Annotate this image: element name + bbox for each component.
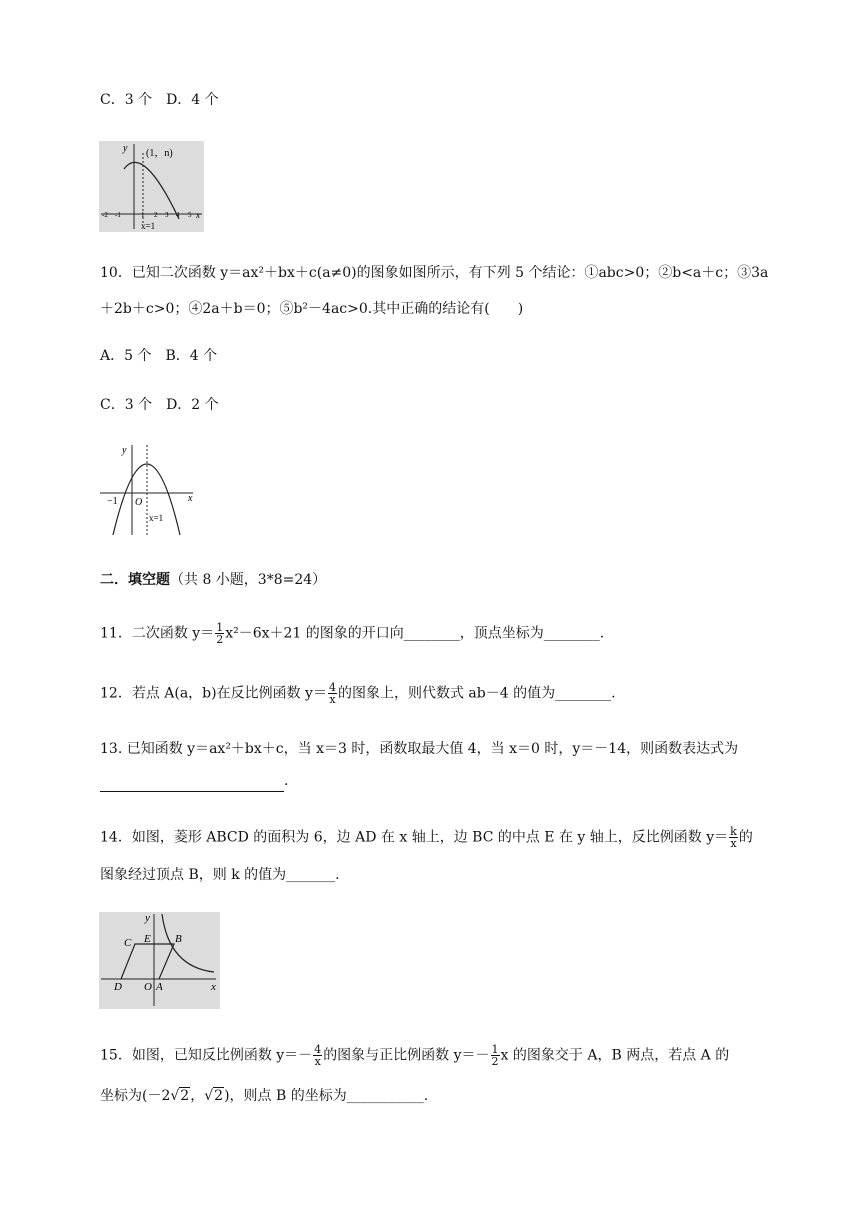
q9-figure (99, 141, 204, 232)
fig9-tick-3: 3 (165, 211, 169, 219)
q14-figure (99, 912, 220, 1009)
q15-sqrt1: 2 (180, 1088, 190, 1104)
fig14-label-a: A (156, 981, 163, 993)
q14-frac-num: k (730, 825, 737, 838)
q15-fraction2 (491, 1044, 500, 1067)
q14-frac-den: x (730, 837, 737, 850)
q15-frac2-den: 2 (491, 1055, 499, 1068)
q10-figure (98, 443, 197, 538)
fig9-tick-neg2: -2 (102, 211, 108, 219)
sqrt-symbol-2: √ (204, 1088, 214, 1104)
fig9-tick-2: 2 (154, 211, 158, 219)
q11-fraction (215, 622, 224, 645)
q13-line1: 13. 已知函数 y＝ax²＋bx＋c，当 x＝3 时，函数取最大值 4，当 x＝0 时，y＝－14，则函数表达式为 (100, 741, 739, 757)
q13-line2-end: . (284, 773, 289, 789)
section-subtitle: （共 8 小题，3*8=24） (170, 572, 327, 588)
section-title: 二．填空题 (100, 572, 170, 588)
fig9-tick-4: 4 (176, 211, 180, 219)
q12-frac-den: x (329, 693, 336, 706)
q11-frac-num: 1 (216, 621, 224, 634)
q12-frac-num: 4 (328, 681, 336, 694)
q14-post: 的 (738, 829, 753, 846)
fig14-label-b: B (175, 933, 182, 945)
q14-line2: 图象经过顶点 B，则 k 的值为_______. (100, 867, 340, 883)
fig14-label-e: E (144, 933, 151, 945)
q15-post: x 的图象交于 A，B 两点，若点 A 的 (500, 1047, 730, 1064)
q11 (100, 622, 604, 645)
fig14-label-o: O (144, 981, 152, 993)
q15-line2-post: )，则点 B 的坐标为___________. (224, 1088, 429, 1104)
q15-line2-mid: ， (190, 1088, 205, 1104)
q11-frac-den: 2 (216, 633, 224, 646)
q14-pre: 14．如图，菱形 ABCD 的面积为 6，边 AD 在 x 轴上，边 BC 的中点 E 在 y 轴上，反比例函数 y＝ (100, 829, 729, 846)
q15-line1 (100, 1044, 729, 1067)
q12-post: 的图象上，则代数式 ab－4 的值为________. (337, 685, 616, 702)
q14-fraction (729, 826, 738, 849)
fig14-label-c: C (124, 937, 132, 949)
fig10-x-label: x (188, 493, 193, 504)
fig9-tick-1: 1 (141, 211, 145, 219)
fig9-axis-line-label: x=1 (141, 221, 156, 231)
fig10-axis-line-label: x=1 (149, 513, 164, 523)
q15-sqrt2: 2 (214, 1088, 224, 1104)
q10-line2: ＋2b＋c>0；④2a＋b＝0；⑤b²－4ac>0.其中正确的结论有( ) (100, 301, 524, 317)
q15-frac2-num: 1 (491, 1043, 499, 1056)
q15-mid: 的图象与正比例函数 y＝－ (323, 1047, 490, 1064)
q13-line2 (100, 771, 288, 792)
q14-line1 (100, 826, 753, 849)
q15-frac1-den: x (314, 1055, 321, 1068)
q10-options-ab: A．5 个 B．4 个 (100, 348, 218, 364)
fig10-origin-label: O (135, 497, 143, 508)
q10-line1: 10．已知二次函数 y＝ax²＋bx＋c(a≠0)的图象如图所示，有下列 5 个结论：①abc>0；②b<a＋c；③3a (100, 265, 769, 281)
q9-options-cd: C．3 个 D．4 个 (100, 92, 219, 108)
q12 (100, 682, 616, 705)
sqrt-symbol-1: √ (170, 1088, 180, 1104)
fig9-tick-neg1: -1 (115, 211, 121, 219)
fig9-x-label: x (196, 210, 200, 220)
q15-fraction1 (313, 1044, 322, 1067)
fig14-label-d: D (114, 981, 122, 993)
q13-answer-blank[interactable] (100, 771, 284, 792)
section-heading (100, 570, 326, 590)
q15-pre: 15．如图，已知反比例函数 y＝－ (100, 1047, 313, 1064)
fig9-tick-5: 5 (188, 211, 192, 219)
fig9-y-label: y (123, 143, 128, 154)
fig10-y-label: y (122, 445, 127, 456)
q11-post: x²－6x＋21 的图象的开口向________，顶点坐标为________. (225, 625, 605, 642)
q15-line2 (100, 1086, 428, 1106)
fig10-neg-one-label: −1 (107, 496, 118, 507)
fig14-y-label: y (145, 912, 150, 924)
q15-line2-pre: 坐标为(－2 (100, 1088, 171, 1104)
q15-frac1-num: 4 (314, 1043, 322, 1056)
q12-pre: 12．若点 A(a，b)在反比例函数 y＝ (100, 685, 327, 702)
fig9-point-label: (1，n) (146, 148, 173, 159)
q10-options-cd: C．3 个 D．2 个 (100, 397, 219, 413)
q12-fraction (328, 682, 337, 705)
q11-pre: 11．二次函数 y＝ (100, 625, 215, 642)
fig14-x-label: x (211, 981, 216, 993)
